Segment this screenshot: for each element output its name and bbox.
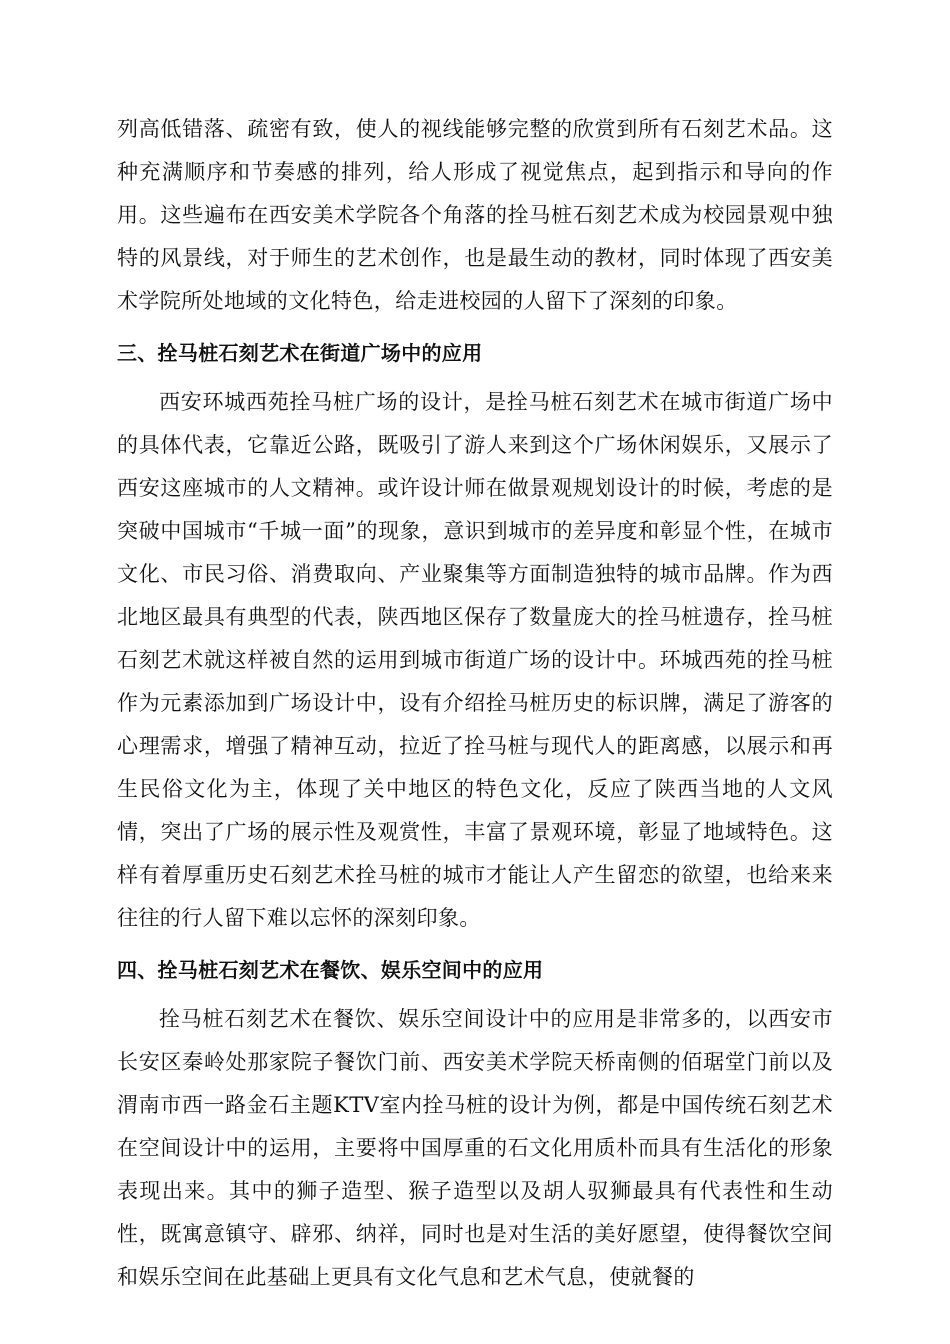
paragraph-dining-entertainment: 拴马桩石刻艺术在餐饮、娱乐空间设计中的应用是非常多的，以西安市长安区秦岭处那家院子餐饮门前、西安美术学院天桥南侧的佰琚堂门前以及渭南市西一路金石主题KTV室内拴马桩的设计为例，都是中国传统石刻艺术在空间设计中的运用，主要将中国厚重的石文化用质朴而具有生活化的形象表现出来。其中的狮子造型、猴子造型以及胡人驭狮最具有代表性和生动性，既寓意镇守、辟邪、纳祥，同时也是对生活的美好愿望，使得餐饮空间和娱乐空间在此基础上更具有文化气息和艺术气息，使就餐的 [117,1007,833,1289]
document-body [117,108,833,1299]
paragraph-campus-continued: 列高低错落、疏密有致，使人的视线能够完整的欣赏到所有石刻艺术品。这种充满顺序和节奏感的排列，给人形成了视觉焦点，起到指示和导向的作用。这些遍布在西安美术学院各个角落的拴马桩石刻艺术成为校园景观中独特的风景线，对于师生的艺术创作，也是最生动的教材，同时体现了西安美术学院所处地域的文化特色，给走进校园的人留下了深刻的印象。 [117,117,833,313]
section-heading-dining-entertainment: 四、拴马桩石刻艺术在餐饮、娱乐空间中的应用 [117,958,544,982]
paragraph-street-plaza: 西安环城西苑拴马桩广场的设计，是拴马桩石刻艺术在城市街道广场中的具体代表，它靠近公路，既吸引了游人来到这个广场休闲娱乐，又展示了西安这座城市的人文精神。或许设计师在做景观规划设计的时候，考虑的是突破中国城市“千城一面”的现象，意识到城市的差异度和彰显个性，在城市文化、市民习俗、消费取向、产业聚集等方面制造独特的城市品牌。作为西北地区最具有典型的代表，陕西地区保存了数量庞大的拴马桩遗存，拴马桩石刻艺术就这样被自然的运用到城市街道广场的设计中。环城西苑的拴马桩作为元素添加到广场设计中，设有介绍拴马桩历史的标识牌，满足了游客的心理需求，增强了精神互动，拉近了拴马桩与现代人的距离感，以展示和再生民俗文化为主，体现了关中地区的特色文化，反应了陕西当地的人文风情，突出了广场的展示性及观赏性，丰富了景观环境，彰显了地域特色。这样有着厚重历史石刻艺术拴马桩的城市才能让人产生留恋的欲望，也给来来往往的行人留下难以忘怀的深刻印象。 [117,390,833,930]
section-heading-street-plaza: 三、拴马桩石刻艺术在街道广场中的应用 [117,341,483,365]
